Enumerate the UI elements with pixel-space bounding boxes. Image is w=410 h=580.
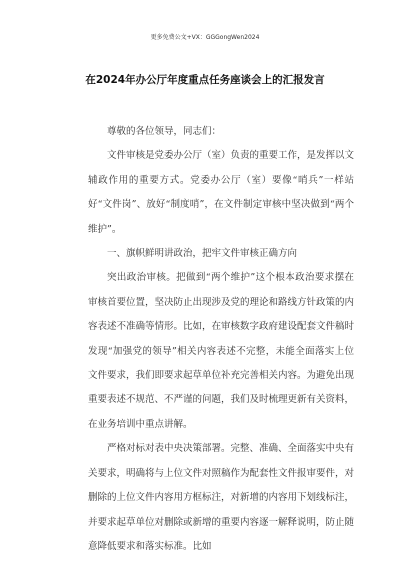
section-heading: 一、旗帜鲜明讲政治，把牢文件审核正确方向 <box>107 248 298 260</box>
body-paragraph: 严格对标对表中央决策部署。完整、准确、全面落实中央有关要求，明确将与上位文件对照稿作为配套性文件报审要件，对删除的上位文件内容用方框标注，对新增的内容用下划线标注，并要求起草单位对删除或新增的重要内容逐一解释说明，防止随意降低要求和落实标准。比如 <box>88 443 355 552</box>
body-paragraph: 突出政治审核。把做到“两个维护”这个根本政治要求摆在审核首要位置，坚决防止出现涉及党的理论和路线方针政策的内容表述不准确等情形。比如，在审核数字政府建设配套文件稿时发现“加强党的领导”相关内容表述不完整，未能全面落实上位文件要求，我们即要求起草单位补充完善相关内容。为避免出现重要表述不规范、不严谨的问题，我们及时梳理更新有关资料，在业务培训中重点讲解。 <box>88 272 355 430</box>
document-body <box>88 120 354 559</box>
body-paragraph: 文件审核是党委办公厅（室）负责的重要工作，是发挥以文辅政作用的重要方式。党委办公厅（室）要像“哨兵”一样站好“文件岗”、放好“制度哨”，在文件制定审核中坚决做到“两个维护”。 <box>88 150 355 235</box>
header-note: 更多免费公文+VX：GGGongWen2024 <box>150 34 260 41</box>
salutation: 尊敬的各位领导，同志们： <box>107 126 222 137</box>
document-title: 在2024年办公厅年度重点任务座谈会上的汇报发言 <box>85 74 325 86</box>
